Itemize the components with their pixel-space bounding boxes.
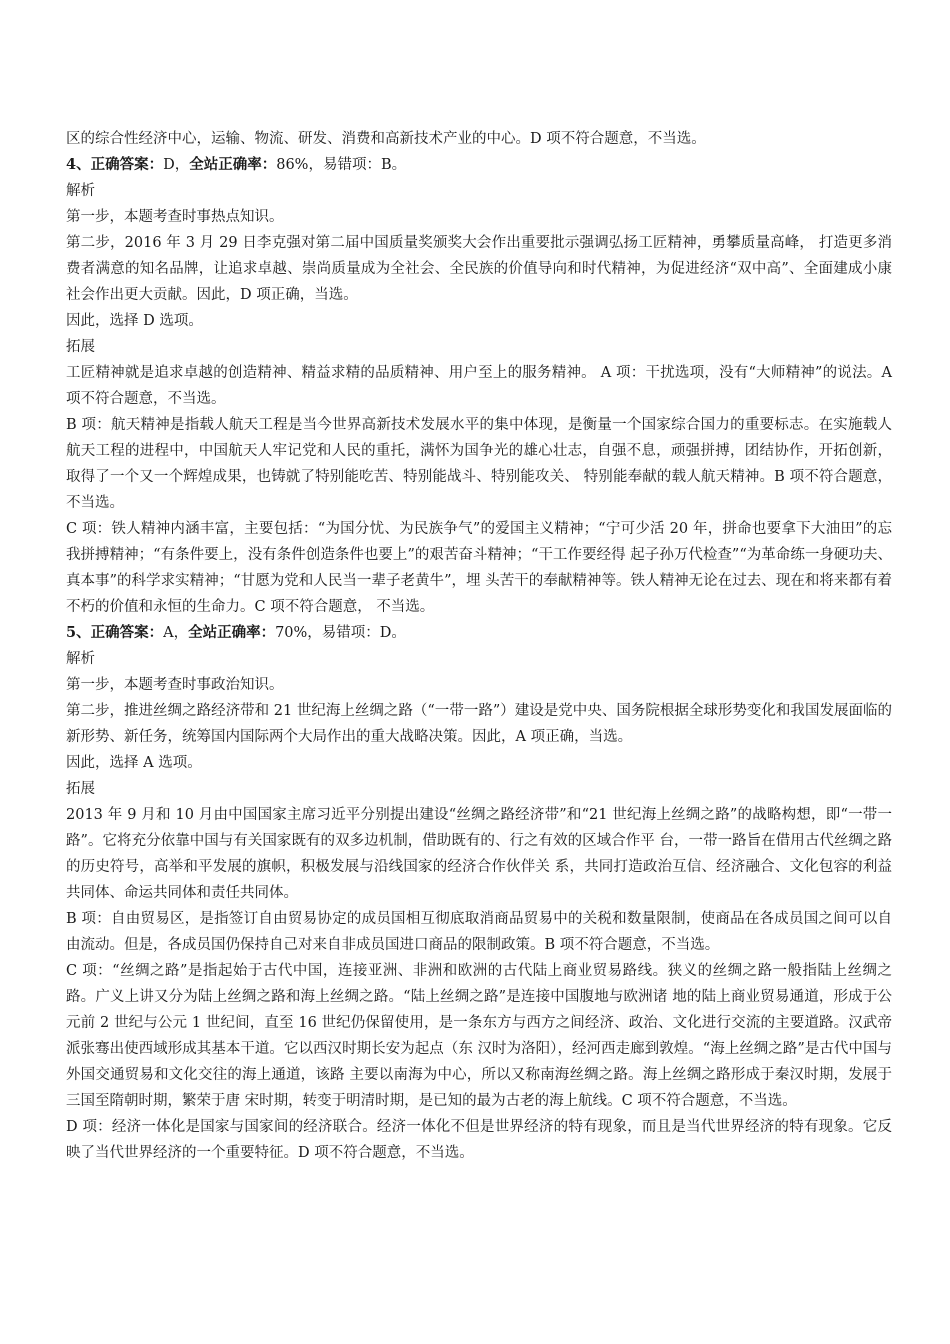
q4-answer-value: D， [163,157,190,173]
q4-answer-line [66,152,892,178]
q5-extend-main: 2013 年 9 月和 10 月由中国国家主席习近平分别提出建设“丝绸之路经济带”和“21 世纪海上丝绸之路”的战略构想，即“一带一路”。它将充分依靠中国与有关国家既有的双多边机制，借助既有的、行之有效的区域合作平 台，一带一路旨在借用古代丝绸之路的历史符号，高举和平发展的旗帜，积极发展与沿线国家的经济合作伙伴关 系，共同打造政治互信、经济融合、文化包容的利益共同体、命运共同体和责任共同体。 [66,807,892,901]
document-page [66,126,892,1166]
q4-conclusion: 因此，选择 D 选项。 [66,313,203,329]
q4-answer-label: 4、正确答案： [66,156,164,173]
q4-extend-main: 工匠精神就是追求卓越的创造精神、精益求精的品质精神、用户至上的服务精神。 A 项：干扰选项，没有“大师精神”的说法。A 项不符合题意，不当选。 [66,365,892,407]
q5-step1: 第一步，本题考查时事政治知识。 [66,677,284,693]
q5-analysis-label: 解析 [66,651,95,667]
q5-answer-value: A， [163,625,189,641]
q4-step2: 第二步，2016 年 3 月 29 日李克强对第二届中国质量奖颁奖大会作出重要批示强调弘扬工匠精神，勇攀质量高峰， 打造更多消费者满意的知名品牌，让追求卓越、崇尚质量成为全社会、全民族的价值导向和时代精神，为促进经济“双中高”、全面建成小康社会作出更大贡献。因此，D 项正确，当选。 [66,235,892,303]
q5-rate-value: 70%，易错项：D。 [275,625,406,641]
q5-extend-option-c: C 项：“丝绸之路”是指起始于古代中国，连接亚洲、非洲和欧洲的古代陆上商业贸易路线。狭义的丝绸之路一般指陆上丝绸之路。广义上讲又分为陆上丝绸之路和海上丝绸之路。“陆上丝绸之路”是连接中国腹地与欧洲诸 地的陆上商业贸易通道，形成于公元前 2 世纪与公元 1 世纪间，直至 16 世纪仍保留使用，是一条东方与西方之间经济、政治、文化进行交流的主要道路。汉武帝派张骞出使西域形成其基本干道。它以西汉时期长安为起点（东 汉时为洛阳），经河西走廊到敦煌。“海上丝绸之路”是古代中国与外国交通贸易和文化交往的海上通道，该路 主要以南海为中心，所以又称南海丝绸之路。海上丝绸之路形成于秦汉时期，发展于三国至隋朝时期，繁荣于唐 宋时期，转变于明清时期，是已知的最为古老的海上航线。C 项不符合题意，不当选。 [66,963,892,1109]
q5-extend-label: 拓展 [66,781,95,797]
q4-analysis-label: 解析 [66,183,95,199]
q5-conclusion: 因此，选择 A 选项。 [66,755,202,771]
q4-step1: 第一步，本题考查时事热点知识。 [66,209,284,225]
q5-rate-label: 全站正确率： [188,624,276,641]
q4-extend-label: 拓展 [66,339,95,355]
q5-extend-option-b: B 项：自由贸易区，是指签订自由贸易协定的成员国相互彻底取消商品贸易中的关税和数量限制，使商品在各成员国之间可以自由流动。但是，各成员国仍保持自己对来自非成员国进口商品的限制政策。B 项不符合题意，不当选。 [66,911,892,953]
q4-rate-label: 全站正确率： [189,156,277,173]
q4-extend-option-b: B 项：航天精神是指载人航天工程是当今世界高新技术发展水平的集中体现，是衡量一个国家综合国力的重要标志。在实施载人航天工程的进程中，中国航天人牢记党和人民的重托，满怀为国争光的雄心壮志，自强不息，顽强拼搏，团结协作，开拓创新，取得了一个又一个辉煌成果，也铸就了特别能吃苦、特别能战斗、特别能攻关、 特别能奉献的载人航天精神。B 项不符合题意，不当选。 [66,417,892,511]
q4-rate-value: 86%，易错项：B。 [276,157,407,173]
q5-step2: 第二步，推进丝绸之路经济带和 21 世纪海上丝绸之路（“一带一路”）建设是党中央、国务院根据全球形势变化和我国发展面临的新形势、新任务，统筹国内国际两个大局作出的重大战略决策。因此，A 项正确，当选。 [66,703,892,745]
q5-answer-label: 5、正确答案： [66,624,164,641]
q5-answer-line [66,620,892,646]
q5-extend-option-d: D 项：经济一体化是国家与国家间的经济联合。经济一体化不但是世界经济的特有现象，而且是当代世界经济的特有现象。它反映了当代世界经济的一个重要特征。D 项不符合题意，不当选。 [66,1119,892,1161]
q4-extend-option-c: C 项：铁人精神内涵丰富，主要包括：“为国分忧、为民族争气”的爱国主义精神；“宁可少活 20 年，拼命也要拿下大油田”的忘我拼搏精神；“有条件要上，没有条件创造条件也要上”的艰苦奋斗精神；“干工作要经得 起子孙万代检查”“为革命练一身硬功夫、真本事”的科学求实精神；“甘愿为党和人民当一辈子老黄牛”，埋 头苦干的奉献精神等。铁人精神无论在过去、现在和将来都有着不朽的价值和永恒的生命力。C 项不符合题意， 不当选。 [66,521,892,615]
intro-paragraph: 区的综合性经济中心，运输、物流、研发、消费和高新技术产业的中心。D 项不符合题意，不当选。 [66,131,706,147]
